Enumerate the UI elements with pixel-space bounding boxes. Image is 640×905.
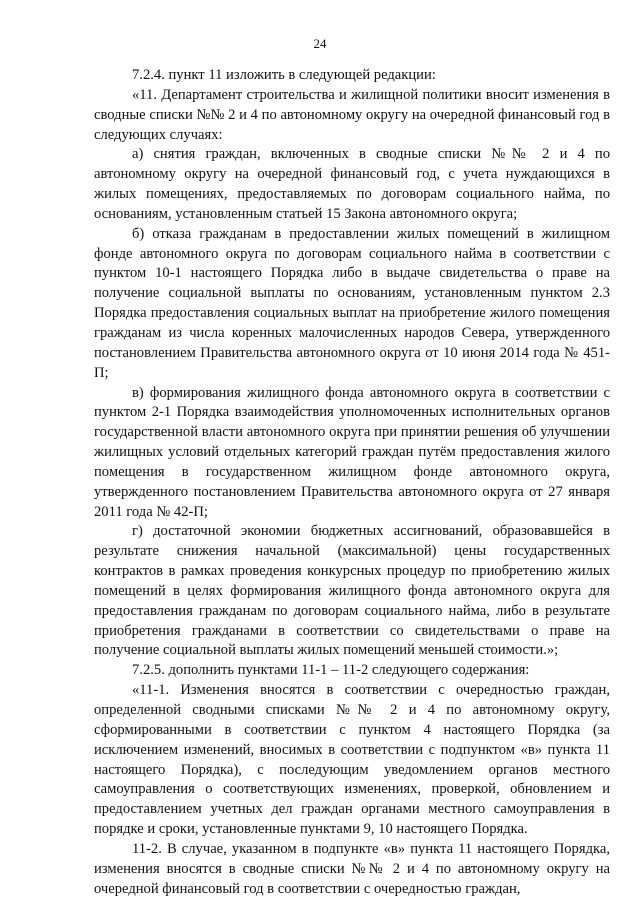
- paragraph-7-2-4: 7.2.4. пункт 11 изложить в следующей редакции:: [132, 67, 436, 83]
- document-body: [94, 66, 610, 899]
- paragraph-item-11-1: «11-1. Изменения вносятся в соответствии с очередностью граждан, определенной сводными списками №№ 2 и 4 по автономному округу, сформированными в соответствии с пунктом 4 настоящего Порядка (за исключением изменений, вносимых в соответствии с подпунктом «в» пункта 11 настоящего Порядка), с последующим уведомлением органов местного самоуправления о соответствующих изменениях, проверкой, обновлением и предоставлением учетных дел граждан органами местного самоуправления в порядке и сроки, установленные пунктами 9, 10 настоящего Порядка.: [94, 682, 610, 838]
- paragraph-subitem-b: б) отказа гражданам в предоставлении жилых помещений в жилищном фонде автономного округа по договорам социального найма в соответствии с пунктом 10-1 настоящего Порядка либо в выдаче свидетельства о праве на получение социальной выплаты по основаниям, установленным пунктом 2.3 Порядка предоставления социальных выплат на приобретение жилого помещения гражданам из числа коренных малочисленных народов Севера, утвержденного постановлением Правительства автономного округа от 10 июня 2014 года № 451-П;: [94, 225, 610, 381]
- page-number: 24: [313, 36, 327, 51]
- paragraph-7-2-5: 7.2.5. дополнить пунктами 11-1 – 11-2 следующего содержания:: [132, 662, 530, 679]
- paragraph-subitem-g: г) достаточной экономии бюджетных ассигнований, образовавшейся в результате снижения начальной (максимальной) цены государственных контрактов в рамках проведения конкурсных процедур по приобретению жилых помещений в целях формирования жилищного фонда автономного округа для предоставления гражданам по договорам социального найма, либо в результате приобретения гражданами в соответствии со свидетельствами о праве на получение социальной выплаты жилых помещений меньшей стоимости.»;: [94, 523, 610, 659]
- paragraph-item-11-2: 11-2. В случае, указанном в подпункте «в» пункта 11 настоящего Порядка, изменения вносятся в сводные списки №№ 2 и 4 по автономному округу на очередной финансовый год в соответствии с очередностью граждан,: [94, 840, 610, 897]
- paragraph-item-11: «11. Департамент строительства и жилищной политики вносит изменения в сводные списки №№ 2 и 4 по автономному округу на очередной финансовый год в следующих случаях:: [94, 86, 610, 143]
- paragraph-subitem-v: в) формирования жилищного фонда автономного округа в соответствии с пунктом 2-1 Порядка взаимодействия уполномоченных исполнительных органов государственной власти автономного округа при принятии решения об улучшении жилищных условий отдельных категорий граждан путём предоставления жилого помещения в государственном жилищном фонде автономного округа, утвержденного постановлением Правительства автономного округа от 27 января 2011 года № 42-П;: [94, 384, 610, 520]
- paragraph-subitem-a: а) снятия граждан, включенных в сводные списки №№ 2 и 4 по автономному округу на очередной финансовый год, с учета нуждающихся в жилых помещениях, предоставляемых по договорам социального найма, по основаниям, установленным статьей 15 Закона автономного округа;: [94, 146, 610, 222]
